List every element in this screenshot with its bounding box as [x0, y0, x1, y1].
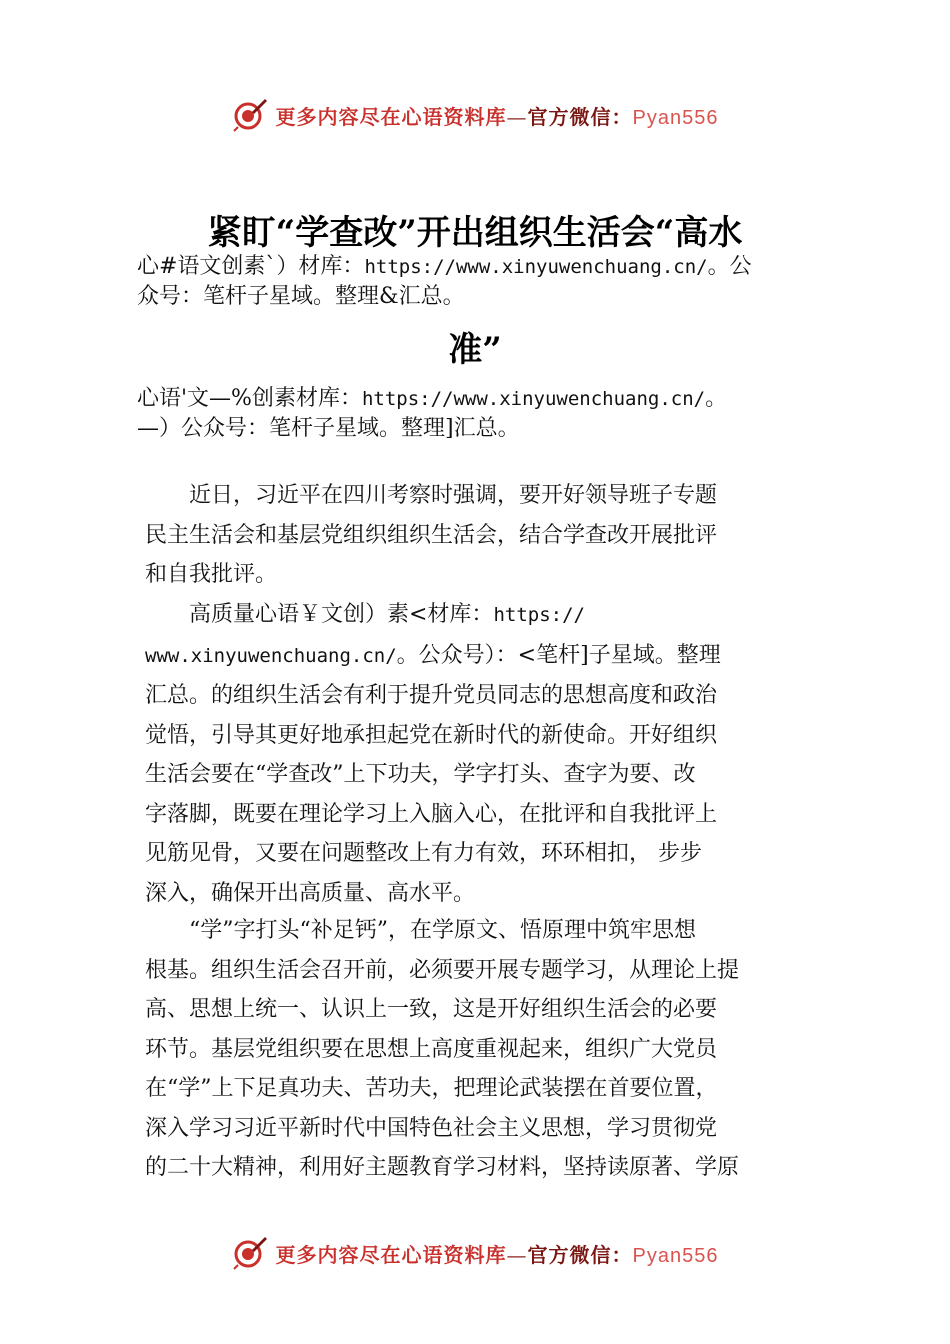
inserted-note-1 [137, 252, 837, 312]
paragraph-line: 汇总。的组织生活会有利于提升党员同志的思想高度和政治 [145, 683, 718, 708]
paragraph-2-url-part-2: www.xinyuwenchuang.cn/ [145, 644, 397, 667]
note-1-url: https://www.xinyuwenchuang.cn/ [364, 256, 708, 278]
paragraph-line: 字落脚，既要在理论学习上入脑入心，在批评和自我批评上 [145, 801, 718, 827]
document-title-line-1: 紧盯“学查改”开出组织生活会“高水 [207, 213, 743, 253]
header-banner-text [276, 101, 719, 130]
paragraph-line: 根基。组织生活会召开前，必须要开展专题学习，从理论上提 [145, 957, 740, 983]
banner-wechat-id: Pyan556 [632, 1244, 719, 1267]
paragraph-line [145, 595, 825, 636]
paragraph-2-url-part-1: https:// [493, 604, 585, 626]
paragraph-line: 近日，习近平在四川考察时强调，要开好领导班子专题 [145, 483, 718, 508]
banner-wechat-label: 官方微信： [527, 1242, 633, 1267]
note-2-prefix: 心语'文—%创素材库： [137, 386, 362, 411]
banner-wechat-label: 官方微信： [527, 104, 633, 129]
note-2-suffix: 。 [705, 386, 728, 411]
footer-banner-text [276, 1239, 719, 1268]
paragraph-line: 环节。基层党组织要在思想上高度重视起来，组织广大党员 [145, 1036, 718, 1062]
paragraph-2-suffix: 。公众号）：<笔杆]子星域。整理 [396, 642, 721, 668]
inserted-note-2-line-1 [137, 384, 837, 414]
paragraph-line: 见筋见骨，又要在问题整改上有力有效，环环相扣， 步步 [145, 841, 702, 866]
paragraph-line: 的二十大精神，利用好主题教育学习材料，坚持读原著、学原 [145, 1155, 740, 1180]
note-1-suffix: 。公 [707, 254, 752, 279]
paragraph-line: 深入，确保开出高质量、高水平。 [145, 880, 476, 906]
banner-wechat-id: Pyan556 [632, 106, 719, 129]
paragraph-line: 觉悟，引导其更好地承担起党在新时代的新使命。开好组织 [145, 722, 718, 748]
inserted-note-1-line-2: 众号：笔杆子星域。整理&汇总。 [137, 284, 465, 309]
body-paragraph-1 [145, 476, 825, 595]
body-paragraph-3 [145, 911, 825, 1188]
pen-logo-icon [232, 1235, 268, 1271]
banner-site-name: 更多内容尽在心语资料库 [275, 1242, 507, 1267]
body-paragraph-2 [145, 595, 825, 913]
inserted-note-2 [137, 384, 837, 444]
paragraph-line: 深入学习习近平新时代中国特色社会主义思想，学习贯彻党 [145, 1115, 718, 1141]
paragraph-line: “学”字打头“补足钙”，在学原文、悟原理中筑牢思想 [145, 918, 696, 943]
inserted-note-2-line-2: —）公众号：笔杆子星域。整理]汇总。 [137, 416, 520, 441]
paragraph-2-prefix: 高质量心语￥文创）素<材库： [145, 602, 494, 627]
note-1-prefix: 心#语文创素`）材库： [137, 254, 365, 279]
banner-site-name: 更多内容尽在心语资料库 [275, 104, 507, 129]
banner-dash: — [506, 104, 528, 129]
pen-logo-icon [232, 97, 268, 133]
header-banner [0, 95, 950, 135]
banner-dash: — [506, 1242, 528, 1267]
paragraph-line: 生活会要在“学查改”上下功夫，学字打头、查字为要、改 [145, 762, 696, 787]
paragraph-line: 和自我批评。 [145, 562, 278, 587]
note-2-url: https://www.xinyuwenchuang.cn/ [361, 388, 706, 410]
paragraph-line: 在“学”上下足真功夫、苦功夫，把理论武装摆在首要位置， [145, 1076, 718, 1101]
paragraph-line: 高、思想上统一、认识上一致，这是开好组织生活会的必要 [145, 997, 718, 1022]
paragraph-line: 民主生活会和基层党组织组织生活会，结合学查改开展批评 [145, 522, 718, 548]
inserted-note-1-line-1 [137, 252, 837, 282]
footer-banner [0, 1233, 950, 1273]
document-title-line-2: 准” [448, 330, 502, 370]
paragraph-line [145, 636, 825, 677]
